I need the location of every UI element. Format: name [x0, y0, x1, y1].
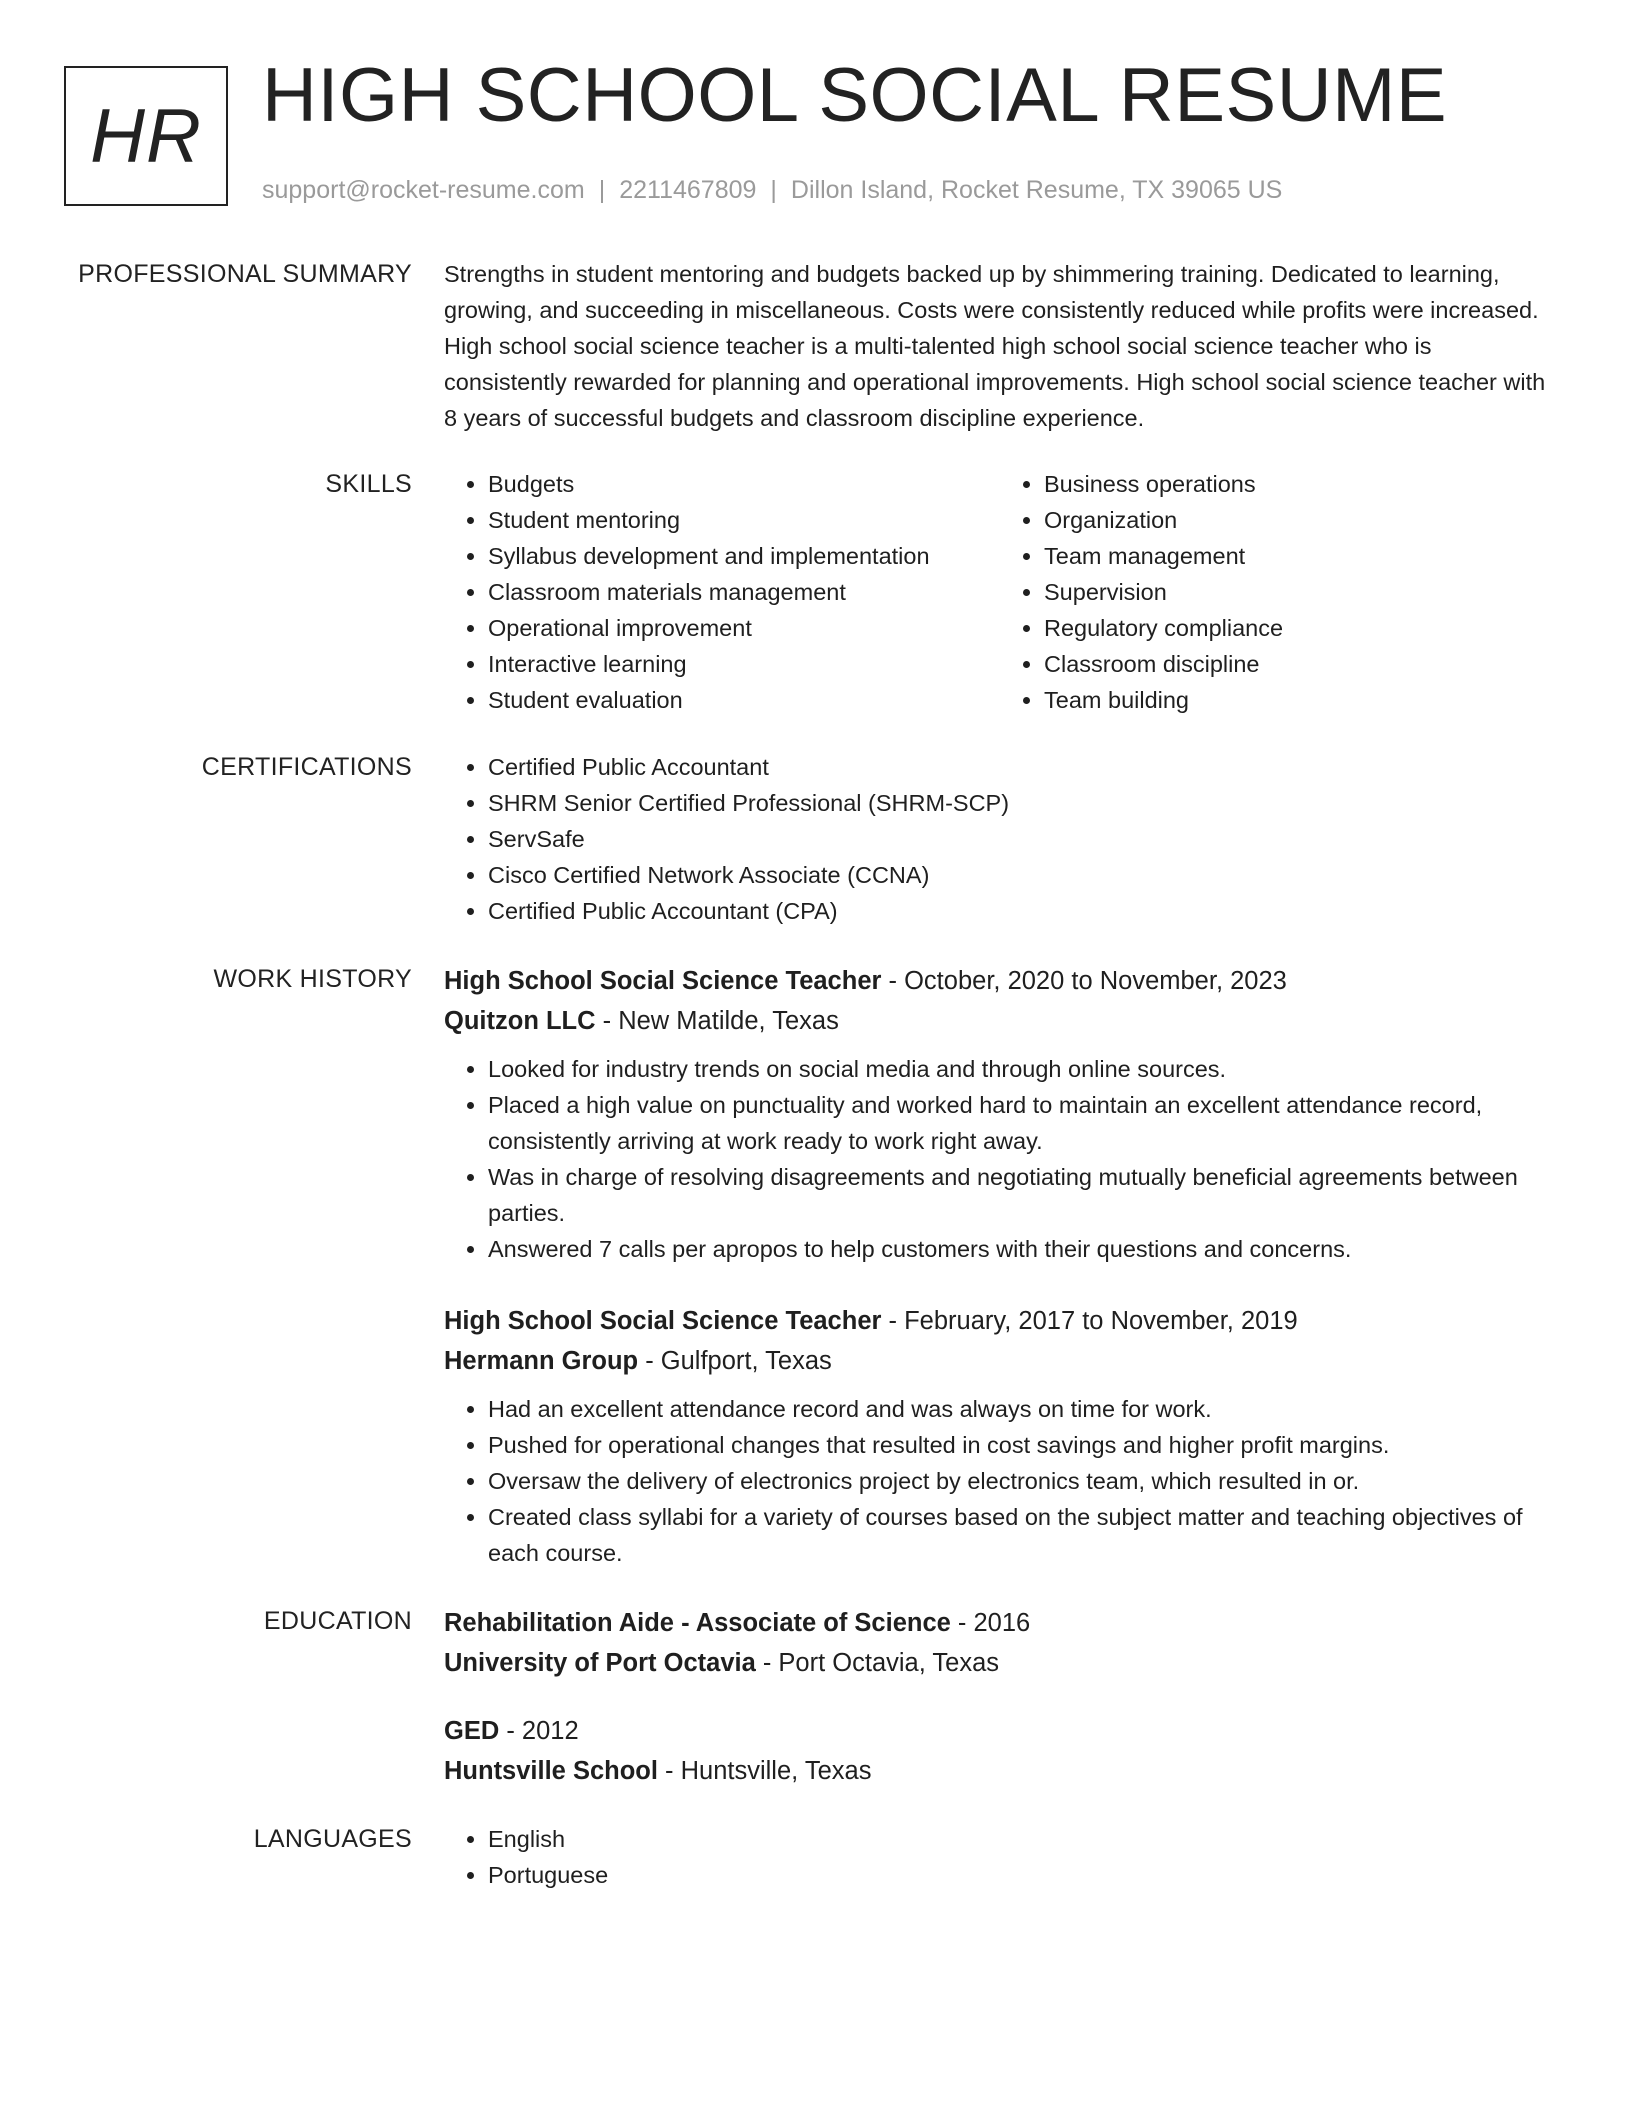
- certification-item: • ServSafe: [488, 821, 1556, 857]
- job-duty: • Placed a high value on punctuality and worked hard to maintain an excellent attendance record, consistently arriving at work ready to work right away.: [488, 1087, 1556, 1159]
- skill-item: • Team management: [1044, 538, 1556, 574]
- job-title: High School Social Science Teacher: [444, 967, 882, 995]
- skill-item: • Team building: [1044, 682, 1556, 718]
- school-location: - Port Octavia, Texas: [755, 1649, 1000, 1677]
- monogram-box: [64, 66, 228, 206]
- job-duty: • Pushed for operational changes that resulted in cost savings and higher profit margins.: [488, 1427, 1556, 1463]
- job-dates: - February, 2017 to November, 2019: [881, 1307, 1298, 1335]
- job-duty: • Answered 7 calls per apropos to help customers with their questions and concerns.: [488, 1231, 1556, 1267]
- job-duty: • Oversaw the delivery of electronics project by electronics team, which resulted in or.: [488, 1463, 1556, 1499]
- education-entry: [444, 1603, 1556, 1683]
- school-location: - Huntsville, Texas: [657, 1757, 872, 1785]
- job-title-line: [444, 1301, 1556, 1341]
- job-company-line: [444, 1341, 1556, 1381]
- skill-item: • Regulatory compliance: [1044, 610, 1556, 646]
- contact-email: support@rocket-resume.com: [262, 176, 585, 204]
- summary-text: Strengths in student mentoring and budgets backed up by shimmering training. Dedicated to learning, growing, and succeeding in miscellaneous. Costs were consistently reduced while profits were increased. High school social science teacher is a multi-talented high school social science teacher who is consistently rewarded for planning and operational improvements. High school social science teacher with 8 years of successful budgets and classroom discipline experience.: [444, 261, 1546, 431]
- job-company: Hermann Group: [444, 1347, 639, 1375]
- degree-line: [444, 1603, 1556, 1643]
- job-location: - Gulfport, Texas: [638, 1347, 832, 1375]
- job-location: - New Matilde, Texas: [595, 1007, 839, 1035]
- contact-separator: |: [770, 176, 777, 204]
- school-name: University of Port Octavia: [444, 1649, 756, 1677]
- job-duties-list: [444, 1051, 1556, 1267]
- degree-year: - 2016: [950, 1609, 1031, 1637]
- certification-item: • Certified Public Accountant (CPA): [488, 893, 1556, 929]
- monogram-initials: HR: [90, 93, 202, 179]
- skill-item: • Classroom materials management: [488, 574, 1000, 610]
- skill-item: • Student mentoring: [488, 502, 1000, 538]
- degree-name: GED: [444, 1717, 500, 1745]
- skill-item: • Supervision: [1044, 574, 1556, 610]
- degree-name: Rehabilitation Aide - Associate of Science: [444, 1609, 951, 1637]
- work-history-heading: WORK HISTORY: [213, 965, 412, 993]
- skill-item: • Organization: [1044, 502, 1556, 538]
- languages-list: [444, 1821, 1556, 1893]
- school-line: [444, 1643, 1556, 1683]
- skill-item: • Budgets: [488, 466, 1000, 502]
- job-title-line: [444, 961, 1556, 1001]
- skills-list-left: [444, 466, 1000, 718]
- language-item: • English: [488, 1821, 1556, 1857]
- skill-item: • Business operations: [1044, 466, 1556, 502]
- certification-item: • Certified Public Accountant: [488, 749, 1556, 785]
- job-dates: - October, 2020 to November, 2023: [881, 967, 1287, 995]
- job-title: High School Social Science Teacher: [444, 1307, 882, 1335]
- degree-line: [444, 1711, 1556, 1751]
- job-duties-list: [444, 1391, 1556, 1571]
- language-item: • Portuguese: [488, 1857, 1556, 1893]
- certifications-heading: CERTIFICATIONS: [201, 753, 412, 781]
- languages-heading: LANGUAGES: [253, 1825, 412, 1853]
- certifications-body: [444, 749, 1556, 929]
- certification-item: • Cisco Certified Network Associate (CCNA): [488, 857, 1556, 893]
- education-entry: [444, 1711, 1556, 1791]
- job-duty: • Created class syllabi for a variety of courses based on the subject matter and teaching objectives of each course.: [488, 1499, 1556, 1571]
- skills-list-right: [1000, 466, 1556, 718]
- job-company-line: [444, 1001, 1556, 1041]
- skill-item: • Syllabus development and implementation: [488, 538, 1000, 574]
- job-entry: [444, 1301, 1556, 1571]
- contact-phone: 2211467809: [619, 176, 757, 204]
- certifications-list: [444, 749, 1556, 929]
- school-line: [444, 1751, 1556, 1791]
- skill-item: • Classroom discipline: [1044, 646, 1556, 682]
- job-entry: [444, 961, 1556, 1267]
- education-heading: EDUCATION: [263, 1607, 412, 1635]
- job-duty: • Looked for industry trends on social media and through online sources.: [488, 1051, 1556, 1087]
- contact-line: [262, 176, 1282, 205]
- resume-title: HIGH SCHOOL SOCIAL RESUME: [262, 53, 1448, 138]
- skill-item: • Interactive learning: [488, 646, 1000, 682]
- skill-item: • Student evaluation: [488, 682, 1000, 718]
- job-duty: • Had an excellent attendance record and was always on time for work.: [488, 1391, 1556, 1427]
- school-name: Huntsville School: [444, 1757, 658, 1785]
- degree-year: - 2012: [499, 1717, 579, 1745]
- job-duty: • Was in charge of resolving disagreements and negotiating mutually beneficial agreements between parties.: [488, 1159, 1556, 1231]
- contact-address: Dillon Island, Rocket Resume, TX 39065 US: [790, 176, 1283, 204]
- skills-columns: [444, 466, 1556, 718]
- contact-separator: |: [598, 176, 606, 204]
- skills-heading: SKILLS: [325, 470, 412, 498]
- job-company: Quitzon LLC: [444, 1007, 596, 1035]
- certification-item: • SHRM Senior Certified Professional (SHRM-SCP): [488, 785, 1556, 821]
- summary-heading: PROFESSIONAL SUMMARY: [78, 260, 412, 288]
- skill-item: • Operational improvement: [488, 610, 1000, 646]
- languages-body: [444, 1821, 1556, 1893]
